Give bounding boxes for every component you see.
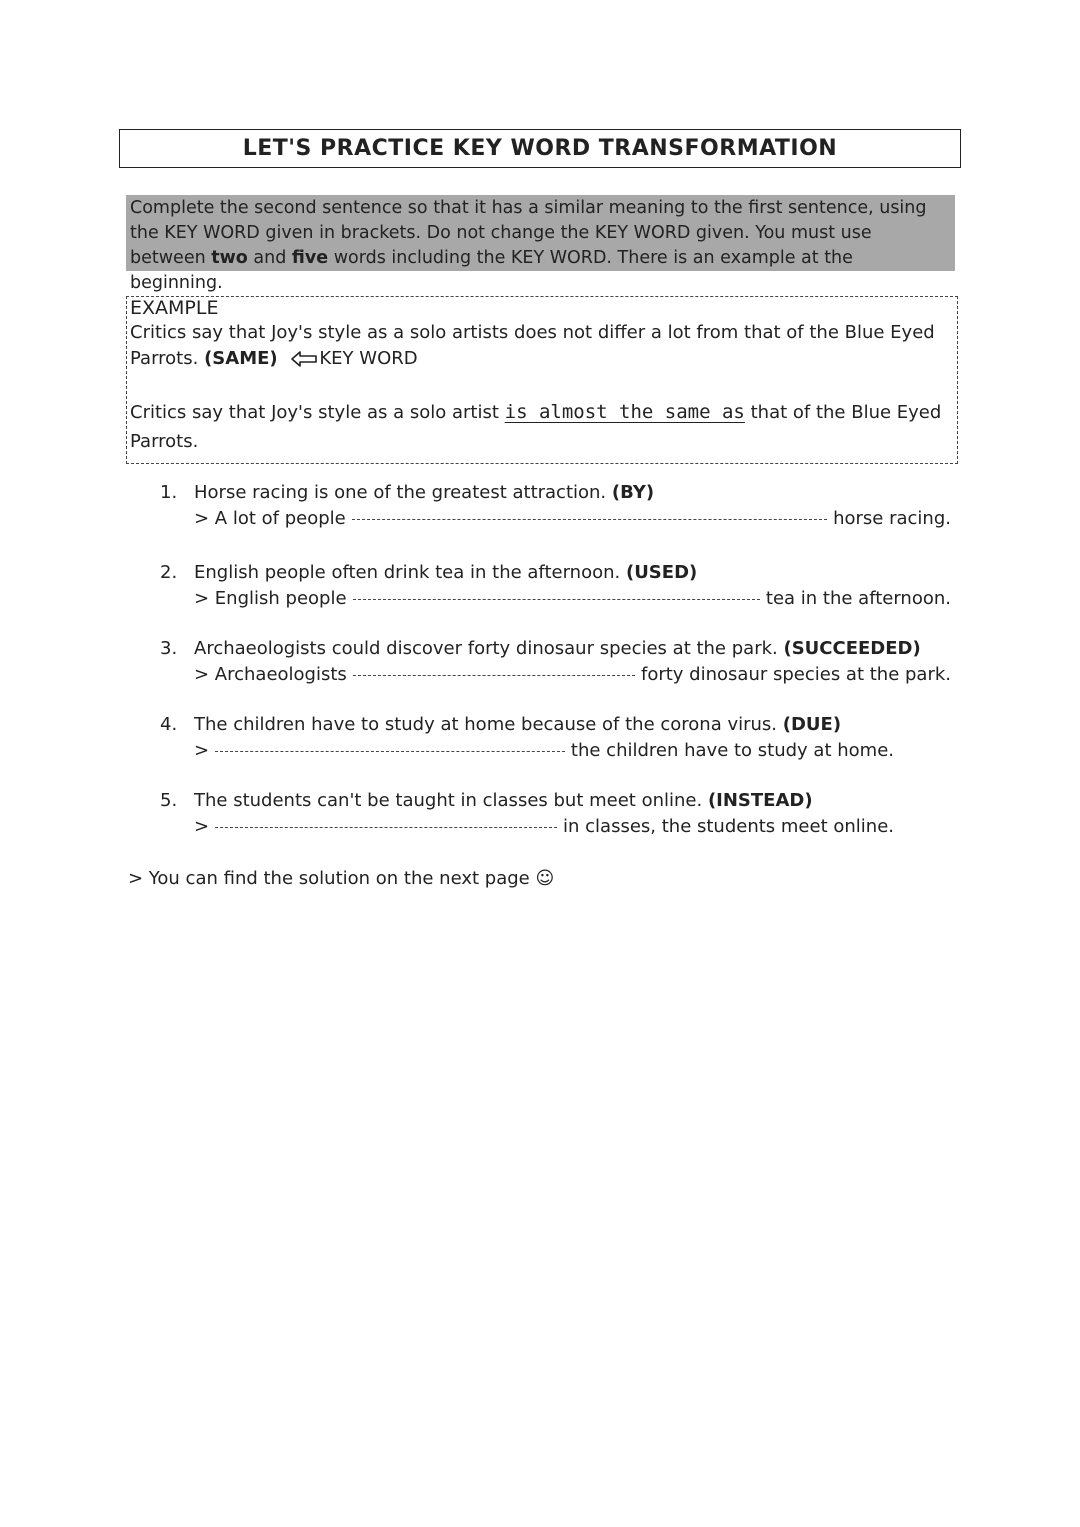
example-answer-before: Critics say that Joy's style as a solo artist	[130, 402, 499, 423]
question-answer-line	[194, 740, 894, 761]
answer-prefix: > A lot of people	[194, 508, 346, 529]
question-text: English people often drink tea in the afternoon.	[194, 562, 621, 583]
question-number: 3.	[160, 638, 178, 659]
question-number: 2.	[160, 562, 178, 583]
example-box	[126, 296, 958, 464]
question-keyword: (INSTEAD)	[707, 790, 813, 811]
question-sentence	[160, 562, 697, 583]
instructions-text: and	[247, 248, 292, 268]
arrow-left-icon	[291, 351, 317, 367]
example-sentence-line2	[130, 348, 418, 369]
question-sentence	[160, 714, 841, 735]
solution-note: > You can find the solution on the next page ☺	[128, 868, 555, 889]
answer-prefix: >	[194, 816, 210, 837]
answer-suffix: in classes, the students meet online.	[563, 816, 894, 837]
instructions-text: words including the KEY WORD. There is an example at the beginning.	[130, 248, 853, 293]
question-sentence	[160, 790, 813, 811]
question-text: Archaeologists could discover forty dinosaur species at the park.	[194, 638, 778, 659]
example-label: EXAMPLE	[130, 297, 219, 319]
example-answer: is almost the same as	[504, 401, 745, 423]
answer-prefix: > English people	[194, 588, 347, 609]
question-keyword: (DUE)	[782, 714, 842, 735]
question-keyword: (USED)	[625, 562, 698, 583]
answer-blank[interactable]	[215, 750, 565, 752]
worksheet-title: LET'S PRACTICE KEY WORD TRANSFORMATION	[242, 136, 838, 161]
question-text: The children have to study at home because of the corona virus.	[194, 714, 778, 735]
example-answer-line2: Parrots.	[130, 431, 199, 452]
question-number: 5.	[160, 790, 178, 811]
question-answer-line	[194, 664, 951, 685]
instructions	[126, 195, 955, 293]
example-answer-after: that of the Blue Eyed	[750, 402, 942, 423]
answer-blank[interactable]	[353, 598, 760, 600]
answer-prefix: >	[194, 740, 210, 761]
question-sentence	[160, 482, 654, 503]
instructions-bold-five: five	[291, 248, 329, 268]
question-sentence	[160, 638, 921, 659]
answer-suffix: tea in the afternoon.	[765, 588, 951, 609]
answer-prefix: > Archaeologists	[194, 664, 347, 685]
question-answer-line	[194, 816, 894, 837]
answer-blank[interactable]	[353, 674, 635, 676]
instructions-bold-two: two	[211, 248, 248, 268]
question-text: Horse racing is one of the greatest attraction.	[194, 482, 607, 503]
answer-suffix: forty dinosaur species at the park.	[641, 664, 951, 685]
question-keyword: (SUCCEEDED)	[783, 638, 921, 659]
example-sentence-line1: Critics say that Joy's style as a solo artists does not differ a lot from that of the Blue Eyed	[130, 322, 935, 343]
answer-suffix: horse racing.	[833, 508, 951, 529]
instructions-text: Complete the second sentence so that it has a similar meaning to the first sentence, using the KEY WORD given in brackets. Do not change the KEY WORD given. You must use between	[130, 198, 927, 268]
worksheet-title-box	[119, 129, 961, 168]
example-sentence-end: Parrots.	[130, 348, 199, 369]
example-keyword-note: KEY WORD	[319, 348, 418, 369]
question-keyword: (BY)	[611, 482, 655, 503]
question-number: 1.	[160, 482, 178, 503]
question-answer-line	[194, 508, 951, 529]
answer-suffix: the children have to study at home.	[570, 740, 894, 761]
example-keyword: (SAME)	[204, 348, 278, 369]
example-answer-line1	[130, 401, 941, 423]
question-answer-line	[194, 588, 951, 609]
question-text: The students can't be taught in classes but meet online.	[194, 790, 703, 811]
answer-blank[interactable]	[352, 518, 827, 520]
answer-blank[interactable]	[215, 826, 557, 828]
question-number: 4.	[160, 714, 178, 735]
